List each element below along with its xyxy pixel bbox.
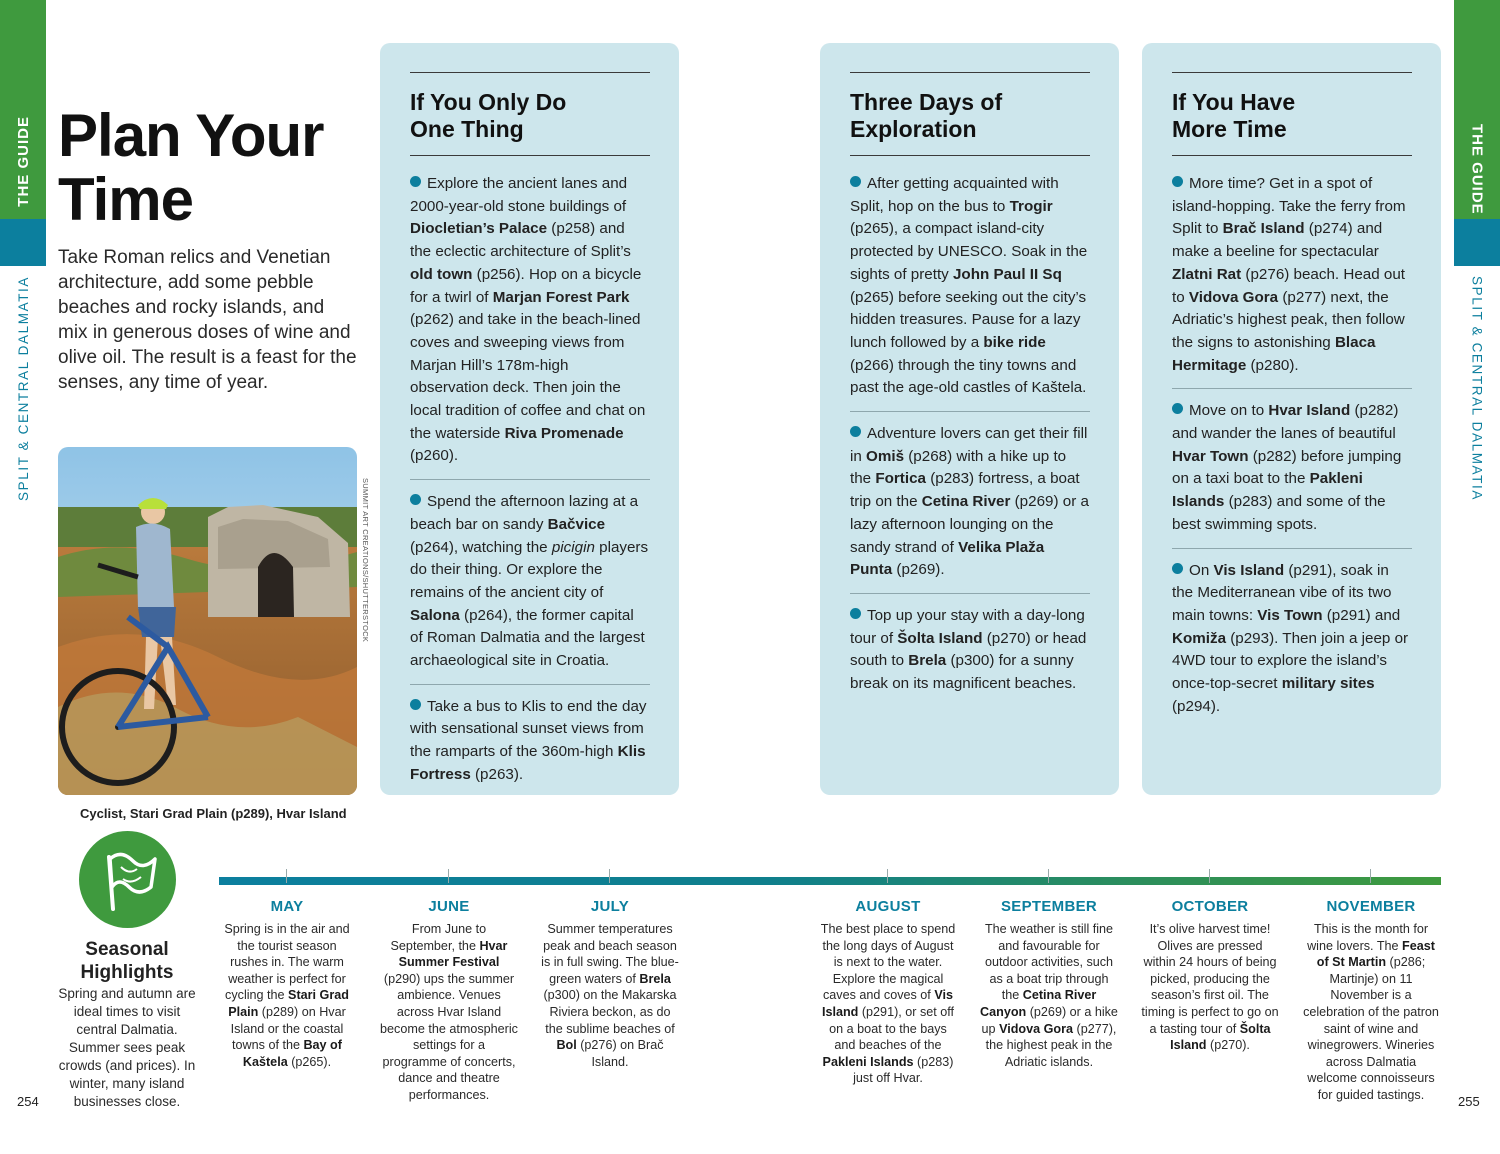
text-run: (p269) or a lazy afternoon lounging on the sandy strand of xyxy=(850,493,1089,556)
itinerary-item xyxy=(850,173,1090,412)
text-run: (p277) next, the Adriatic’s highest peak, then follow the signs to astonishing xyxy=(1172,288,1405,351)
text-run: (p294). xyxy=(1172,697,1221,715)
seasonal-title: Seasonal Highlights xyxy=(80,939,174,983)
month-name: AUGUST xyxy=(855,898,921,915)
text-run: The weather is still fine and favourable for outdoor activities, such as a boat trip through the xyxy=(984,922,1114,1003)
text-run: Move on to xyxy=(1189,402,1269,420)
text-run: (p258) and the eclectic architecture of Split’s xyxy=(410,220,631,261)
month-june xyxy=(380,885,518,1104)
text-run: It’s olive harvest time! Olives are pressed within 24 hours of being picked, producing the season’s first oil. The timing is perfect to go on a tasting tour of xyxy=(1141,922,1279,1036)
text-run: Spring is in the air and the tourist season rushes in. The warm weather is perfect for cycling the xyxy=(224,922,350,1003)
text-run: (p289) on Hvar Island or the coastal towns of the xyxy=(230,1004,346,1053)
text-run: Explore the ancient lanes and 2000-year-old stone buildings of xyxy=(410,175,628,215)
month-text xyxy=(1141,921,1279,1054)
timeline-bar xyxy=(219,877,1441,885)
text-run: (p276) on Brač Island. xyxy=(576,1038,664,1069)
text-run: (p265). xyxy=(287,1054,332,1069)
intro-text: Take Roman relics and Venetian architecture, add some pebble beaches and rocky islands, and mix in generous doses of wine and olive oil. The result is a feast for the senses, any time of year. xyxy=(58,247,357,393)
text-run: (p282) before jumping on a taxi boat to the xyxy=(1172,447,1402,488)
bold-text: Komiža xyxy=(1172,629,1227,647)
itinerary-item xyxy=(850,605,1090,707)
month-may xyxy=(218,885,356,1070)
itinerary-item xyxy=(1172,400,1412,548)
text-run: (p264), watching the xyxy=(410,538,552,556)
text-run: (p283) fortress, a boat trip on the xyxy=(850,470,1080,511)
bullet-icon xyxy=(1172,176,1183,187)
bold-text: Marjan Forest Park xyxy=(492,288,630,306)
bullet-icon xyxy=(850,176,861,187)
bold-text: Vis Town xyxy=(1257,606,1323,624)
bold-text: Vidova Gora xyxy=(1188,288,1279,306)
bullet-icon xyxy=(410,176,421,187)
text-run: (p265) before seeking out the city’s hidden treasures. Pause for a lazy lunch followed by a xyxy=(850,288,1087,351)
month-name: NOVEMBER xyxy=(1326,898,1416,915)
bold-text: Vis Island xyxy=(1213,561,1285,579)
italic-text: picigin xyxy=(551,538,595,556)
bold-text: Vis Island xyxy=(821,988,953,1019)
text-run: (p276) beach. Head out to xyxy=(1172,265,1406,306)
bold-text: Pakleni Islands xyxy=(822,1054,914,1069)
photo-credit: SUMMIT ART CREATIONS/SHUTTERSTOCK xyxy=(361,478,370,643)
bold-text: Klis Fortress xyxy=(410,743,646,783)
text-run: (p291) and xyxy=(1322,606,1401,624)
bold-text: Stari Grad Plain xyxy=(228,988,349,1019)
card-one-thing xyxy=(380,43,679,795)
text-run: (p283) just off Hvar. xyxy=(853,1054,954,1086)
itinerary-item xyxy=(410,491,650,685)
text-run: Spend the afternoon lazing at a beach bar on sandy xyxy=(410,493,639,533)
timeline-tick xyxy=(1370,869,1371,883)
text-run: (p283) and some of the best swimming spots. xyxy=(1172,493,1386,533)
text-run: Adventure lovers can get their fill in xyxy=(850,425,1088,465)
text-run: players do their thing. Or explore the remains of the ancient city of xyxy=(410,538,649,601)
text-run: (p268) with a hike up to the xyxy=(850,447,1067,488)
bold-text: bike ride xyxy=(983,333,1046,351)
card-items xyxy=(1172,173,1412,740)
bold-text: old town xyxy=(410,265,473,283)
month-august xyxy=(819,885,957,1087)
bold-text: John Paul II Sq xyxy=(952,265,1062,283)
bullet-icon xyxy=(850,608,861,619)
text-run: (p300) for a sunny break on its magnificent beaches. xyxy=(850,652,1077,693)
text-run: (p270) or head south to xyxy=(850,629,1087,670)
month-july xyxy=(541,885,679,1070)
card-header xyxy=(850,72,1090,156)
text-run: (p270). xyxy=(1206,1038,1250,1053)
text-run: (p286; Martinje) on 11 November is a celebration of the patron saint of wine and winegrowers. Wineries across Dalmatia welcome connoisseurs for guided tastings. xyxy=(1303,955,1439,1102)
month-text xyxy=(819,921,957,1087)
bold-text: Cetina River Canyon xyxy=(980,988,1097,1019)
itinerary-item xyxy=(410,173,650,480)
text-run: (p269) or a hike up xyxy=(981,1004,1118,1036)
bold-text: Brač Island xyxy=(1222,220,1305,238)
bold-text: military sites xyxy=(1281,675,1375,693)
text-run: (p269). xyxy=(892,561,945,579)
text-run: More time? Get in a spot of island-hopping. Take the ferry from Split to xyxy=(1172,175,1406,238)
text-run: (p263). xyxy=(470,765,524,783)
month-name: MAY xyxy=(270,898,304,915)
region-tab-label: SPLIT & CENTRAL DALMATIA xyxy=(1469,276,1485,501)
bold-text: Fortica xyxy=(875,470,926,488)
timeline-tick xyxy=(887,869,888,883)
seasonal-text: Spring and autumn are ideal times to visit central Dalmatia. Summer sees peak crowds (and prices). In winter, many island businesses close. xyxy=(58,986,196,1109)
month-september xyxy=(980,885,1118,1070)
card-three-days xyxy=(820,43,1119,795)
text-run: Top up your stay with a day-long tour of xyxy=(850,606,1085,647)
timeline-tick xyxy=(448,869,449,883)
bullet-icon xyxy=(410,699,421,710)
month-october xyxy=(1141,885,1279,1054)
bold-text: Vidova Gora xyxy=(999,1021,1074,1036)
itinerary-item xyxy=(850,423,1090,594)
bold-text: Hvar Island xyxy=(1268,402,1351,420)
text-run: (p293). Then join a jeep or 4WD tour to explore the island’s once-top-secret xyxy=(1172,629,1409,693)
text-run: (p282) and wander the lanes of beautiful xyxy=(1172,402,1399,443)
timeline-tick xyxy=(1209,869,1210,883)
month-text xyxy=(1302,921,1440,1104)
text-run: On xyxy=(1189,561,1214,579)
text-run: After getting acquainted with Split, hop on the bus to xyxy=(850,175,1059,215)
text-run: (p256). Hop on a bicycle for a twirl of xyxy=(410,265,642,306)
bold-text: Trogir xyxy=(1009,197,1053,215)
region-tab-label: SPLIT & CENTRAL DALMATIA xyxy=(15,276,31,501)
bullet-icon xyxy=(1172,403,1183,414)
page-number-left: 254 xyxy=(17,1094,39,1109)
bullet-icon xyxy=(850,426,861,437)
text-run: (p262) and take in the beach-lined coves and sweeping views from Marjan Hill’s 178m-high observation deck. Then join the local tradition of coffee and chat on the waterside xyxy=(410,311,646,442)
bold-text: Hvar Town xyxy=(1172,447,1249,465)
month-name: JUNE xyxy=(428,898,470,915)
text-run: (p290) ups the summer ambience. Venues across Hvar Island become the atmospheric settings for a programme of concerts, dance and theatre performances. xyxy=(380,971,518,1102)
text-run: (p274) and make a beeline for spectacular xyxy=(1172,220,1383,261)
text-run: (p264), the former capital of Roman Dalmatia and the largest archaeological site in Croatia. xyxy=(410,606,645,670)
month-name: OCTOBER xyxy=(1171,898,1249,915)
bold-text: Bačvice xyxy=(547,515,606,533)
bold-text: Velika Plaža Punta xyxy=(850,538,1045,579)
bold-text: Salona xyxy=(410,606,460,624)
text-run: From June to September, the xyxy=(390,922,487,953)
card-title: If You Only Do One Thing xyxy=(410,89,567,142)
bold-text: Feast of St Martin xyxy=(1316,938,1435,970)
timeline-tick xyxy=(609,869,610,883)
bold-text: Bol xyxy=(556,1038,577,1053)
text-run: (p291), or set off on a boat to the bays and beaches of the xyxy=(829,1004,955,1053)
left-side-tab xyxy=(0,0,46,1154)
bullet-icon xyxy=(1172,563,1183,574)
bold-text: Šolta Island xyxy=(897,629,983,647)
text-run: (p280). xyxy=(1246,356,1299,374)
text-run: Take a bus to Klis to end the day with sensational sunset views from the ramparts of the 360m-high xyxy=(410,697,647,761)
month-name: JULY xyxy=(590,898,630,915)
text-run: (p265), a compact island-city protected by UNESCO. Soak in the sights of pretty xyxy=(850,220,1088,283)
bold-text: Pakleni Islands xyxy=(1172,470,1363,511)
card-header xyxy=(410,72,650,156)
itinerary-item xyxy=(1172,560,1412,730)
timeline-tick xyxy=(1048,869,1049,883)
text-run: This is the month for wine lovers. The xyxy=(1307,922,1429,953)
bold-text: Brela xyxy=(908,652,947,670)
card-title: Three Days of Exploration xyxy=(850,89,1003,142)
month-name: SEPTEMBER xyxy=(1000,898,1098,915)
text-run: (p277), the highest peak in the Adriatic islands. xyxy=(985,1021,1117,1069)
text-run: (p266) through the tiny towns and past the age-old castles of Kaštela. xyxy=(850,356,1087,397)
tab-accent-block xyxy=(1454,219,1500,266)
guide-tab-label: THE GUIDE xyxy=(14,116,32,207)
bold-text: Zlatni Rat xyxy=(1172,265,1242,283)
bold-text: Šolta Island xyxy=(1170,1021,1271,1053)
bold-text: Blaca Hermitage xyxy=(1172,333,1376,374)
timeline-tick xyxy=(286,869,287,883)
bold-text: Diocletian’s Palace xyxy=(410,220,548,238)
right-side-tab xyxy=(1454,0,1500,1154)
card-more-time xyxy=(1142,43,1441,795)
page-number-right: 255 xyxy=(1458,1094,1480,1109)
card-items xyxy=(410,173,650,809)
flag-icon xyxy=(79,831,176,928)
card-items xyxy=(850,173,1090,718)
itinerary-item xyxy=(1172,173,1412,389)
card-title: If You Have More Time xyxy=(1172,89,1296,142)
text-run: The best place to spend the long days of August is next to the water. Explore the magical caves and coves of xyxy=(820,922,956,1003)
bold-text: Hvar Summer Festival xyxy=(398,938,508,970)
text-run: (p291), soak in the Mediterranean vibe of its two main towns: xyxy=(1172,561,1392,624)
month-text xyxy=(380,921,518,1104)
bold-text: Brela xyxy=(639,971,671,986)
month-text xyxy=(218,921,356,1070)
text-run: Summer temperatures peak and beach season is in full swing. The blue-green waters of xyxy=(541,922,679,986)
bullet-icon xyxy=(410,494,421,505)
bold-text: Bay of Kaštela xyxy=(242,1038,342,1069)
month-text xyxy=(541,921,679,1070)
cyclist-photo xyxy=(58,447,357,795)
itinerary-item xyxy=(410,696,650,798)
bold-text: Omiš xyxy=(866,447,905,465)
text-run: (p300) on the Makarska Riviera beckon, as do the sublime beaches of xyxy=(543,988,677,1036)
text-run: (p260). xyxy=(410,447,459,465)
photo-caption: Cyclist, Stari Grad Plain (p289), Hvar Island xyxy=(80,806,347,821)
month-november xyxy=(1302,885,1440,1104)
tab-accent-block xyxy=(0,219,46,266)
card-header xyxy=(1172,72,1412,156)
bold-text: Cetina River xyxy=(921,493,1011,511)
guide-tab-label: THE GUIDE xyxy=(1468,124,1486,215)
bold-text: Riva Promenade xyxy=(504,424,624,442)
page-title: Plan Your Time xyxy=(58,102,324,233)
month-text xyxy=(980,921,1118,1070)
